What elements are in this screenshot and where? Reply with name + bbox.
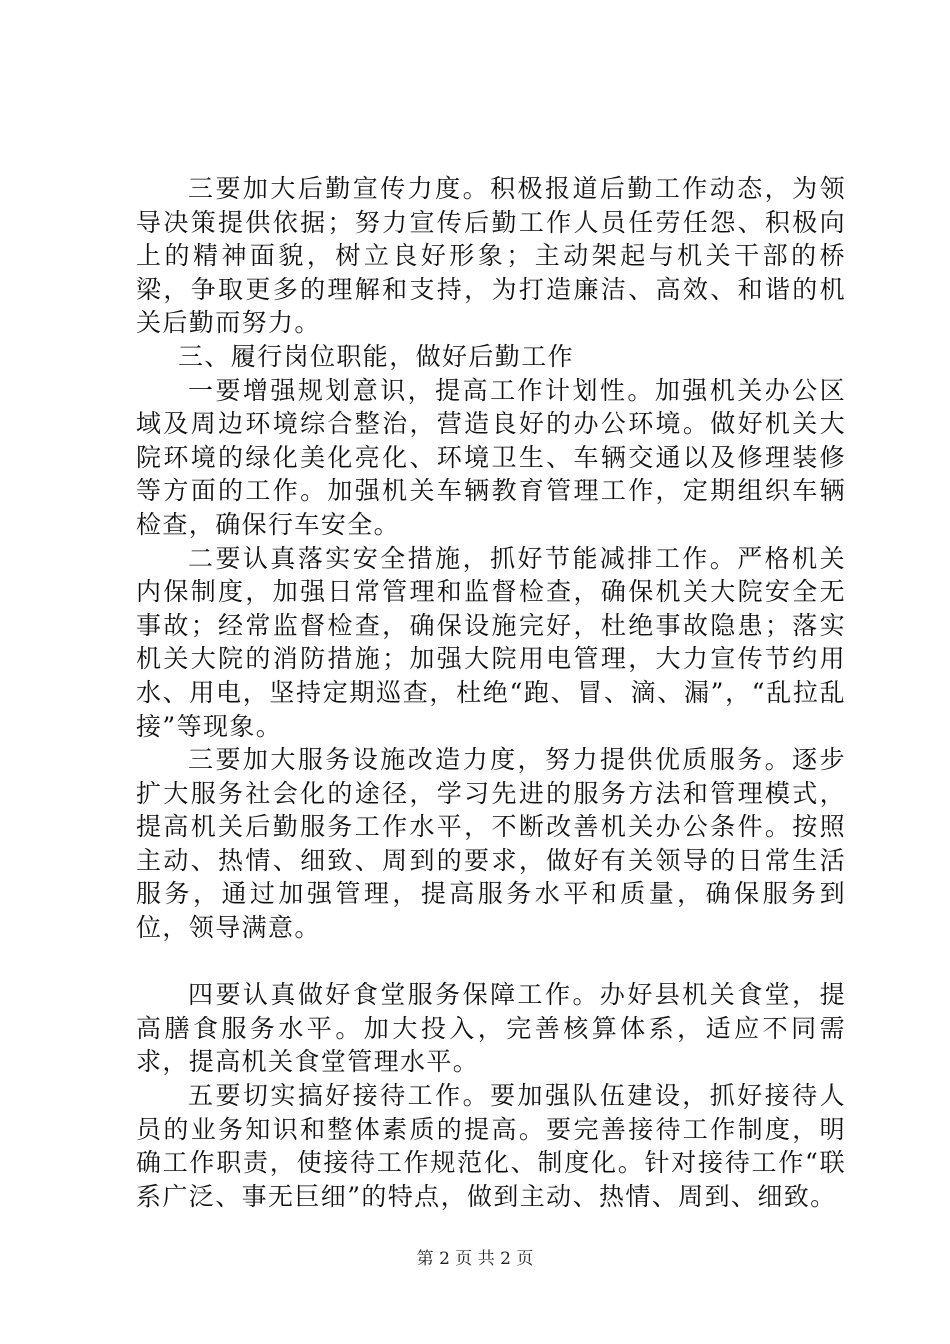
- section-heading: 三、履行岗位职能，做好后勤工作: [178, 341, 575, 371]
- paragraph-publicity: 三要加大后勤宣传力度。积极报道后勤工作动态，为领导决策提供依据；努力宣传后勤工作人员任劳任怨、积极向上的精神面貌，树立良好形象；主动架起与机关干部的桥梁，争取更多的理解和支持，为打造廉洁、高效、和谐的机关后勤而努力。: [136, 174, 846, 338]
- paragraph-canteen: 四要认真做好食堂服务保障工作。办好县机关食堂，提高膳食服务水平。加大投入，完善核算体系，适应不同需求，提高机关食堂管理水平。: [136, 980, 846, 1077]
- paragraph-service-facilities: 三要加大服务设施改造力度，努力提供优质服务。逐步扩大服务社会化的途径，学习先进的服务方法和管理模式，提高机关后勤服务工作水平，不断改善机关办公条件。按照主动、热情、细致、周到的要求，做好有关领导的日常生活服务，通过加强管理，提高服务水平和质量，确保服务到位，领导满意。: [136, 745, 846, 943]
- paragraph-reception: 五要切实搞好接待工作。要加强队伍建设，抓好接待人员的业务知识和整体素质的提高。要完善接待工作制度，明确工作职责，使接待工作规范化、制度化。针对接待工作“联系广泛、事无巨细”的特点，做到主动、热情、周到、细致。: [136, 1081, 846, 1211]
- paragraph-planning: 一要增强规划意识，提高工作计划性。加强机关办公区域及周边环境综合整治，营造良好的办公环境。做好机关大院环境的绿化美化亮化、环境卫生、车辆交通以及修理装修等方面的工作。加强机关车辆教育管理工作，定期组织车辆检查，确保行车安全。: [136, 375, 846, 539]
- paragraph-safety: 二要认真落实安全措施，抓好节能减排工作。严格机关内保制度，加强日常管理和监督检查，确保机关大院安全无事故；经常监督检查，确保设施完好，杜绝事故隐患；落实机关大院的消防措施；加强大院用电管理，大力宣传节约用水、用电，坚持定期巡查，杜绝“跑、冒、滴、漏”，“乱拉乱接”等现象。: [136, 543, 846, 741]
- document-body: [136, 172, 846, 1213]
- page-footer: 第 2 页 共 2 页: [416, 1249, 534, 1269]
